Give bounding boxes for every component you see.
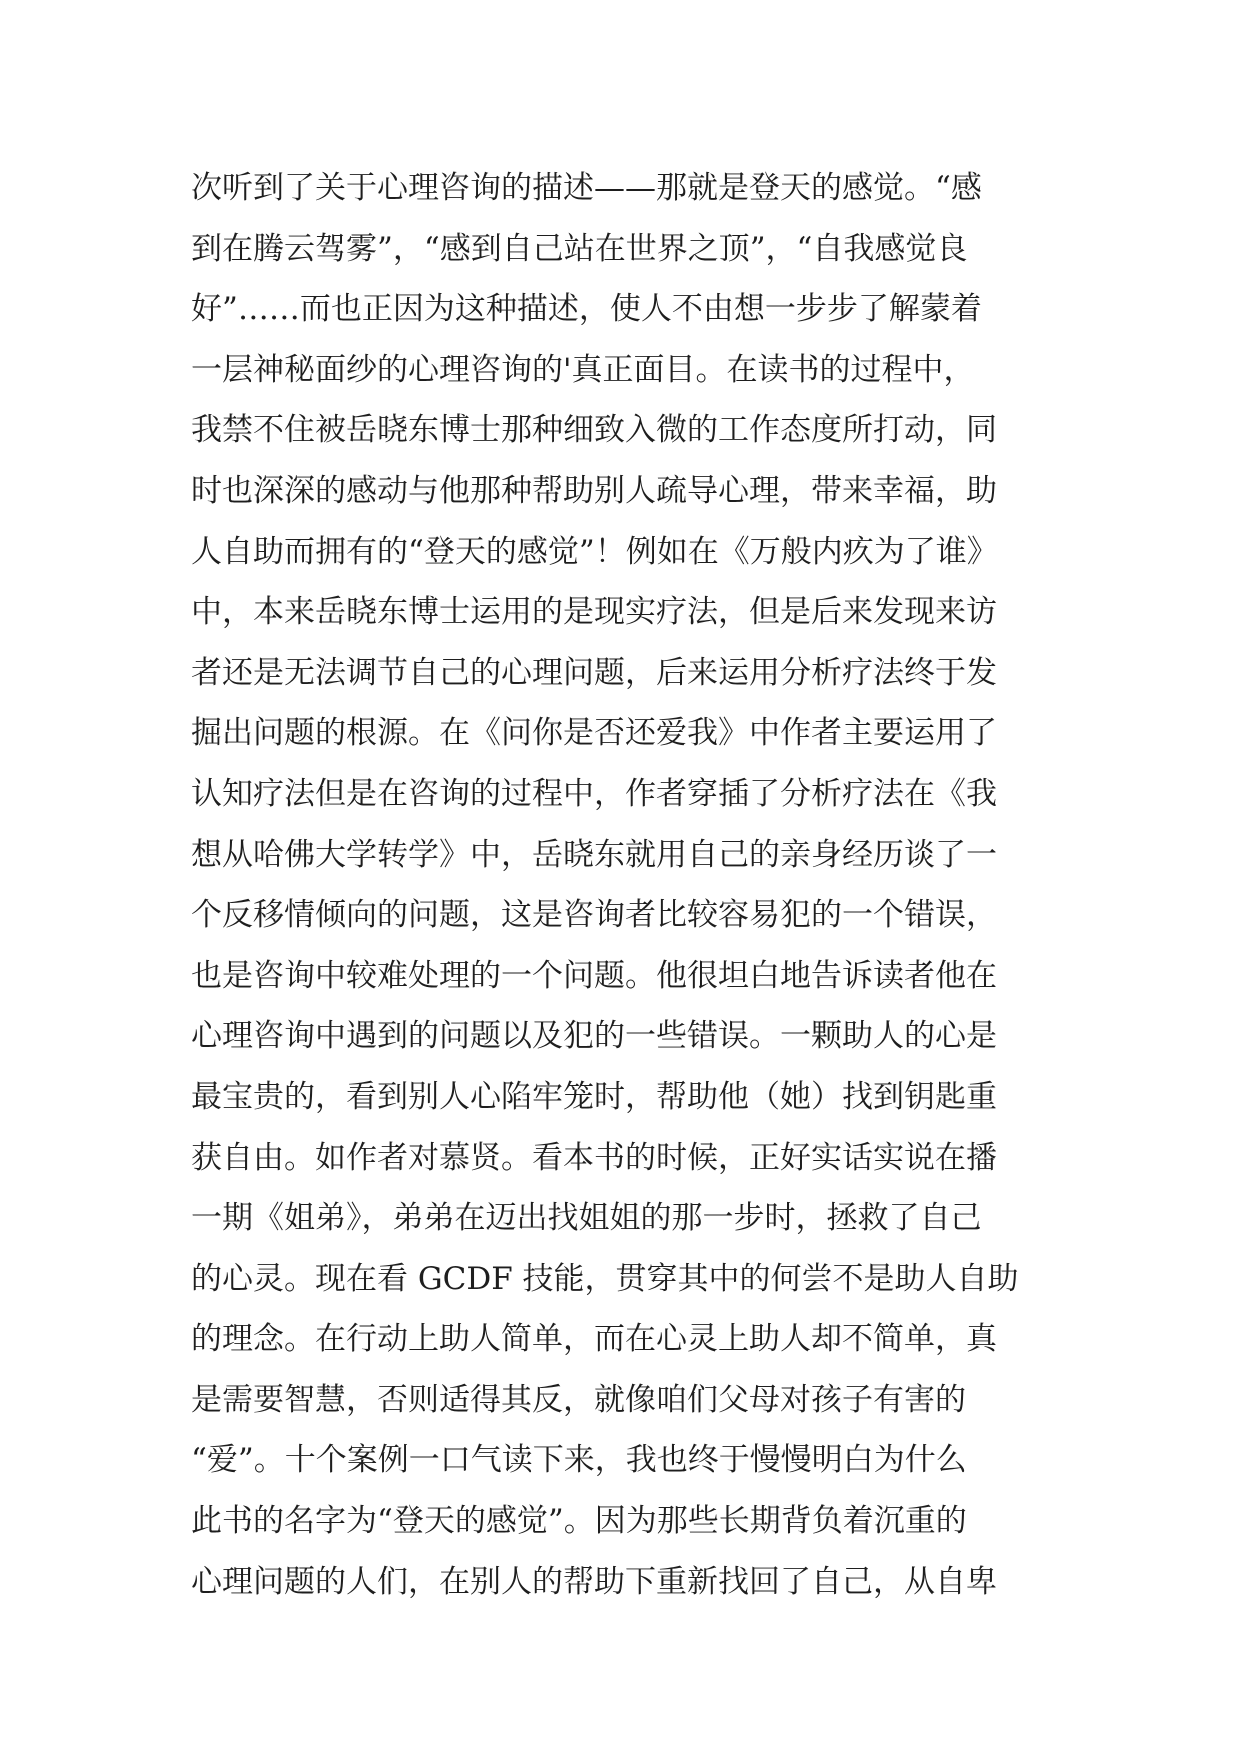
body-text xyxy=(191,158,1061,1612)
text-line: 的理念。在行动上助人简单，而在心灵上助人却不简单，真 xyxy=(191,1321,997,1358)
text-line: 次听到了关于心理咨询的描述——那就是登天的感觉。“感 xyxy=(191,170,982,206)
text-line: 也是咨询中较难处理的一个问题。他很坦白地告诉读者他在 xyxy=(191,957,997,994)
text-line: 最宝贵的，看到别人心陷牢笼时，帮助他（她）找到钥匙重 xyxy=(191,1078,997,1115)
text-line: 好”……而也正因为这种描述，使人不由想一步步了解蒙着 xyxy=(191,291,982,328)
text-line: 人自助而拥有的“登天的感觉”！例如在《万般内疚为了谁》 xyxy=(191,533,998,570)
text-line: 认知疗法但是在咨询的过程中，作者穿插了分析疗法在《我 xyxy=(191,775,997,812)
text-line: “爱”。十个案例一口气读下来，我也终于慢慢明白为什么 xyxy=(191,1442,967,1479)
text-line: 是需要智慧，否则适得其反，就像咱们父母对孩子有害的 xyxy=(191,1381,966,1418)
text-line: 个反移情倾向的问题，这是咨询者比较容易犯的一个错误， xyxy=(191,897,997,934)
text-line: 心理问题的人们，在别人的帮助下重新找回了自己，从自卑 xyxy=(191,1563,997,1600)
text-line: 我禁不住被岳晓东博士那种细致入微的工作态度所打动，同 xyxy=(191,412,997,449)
text-line: 时也深深的感动与他那种帮助别人疏导心理，带来幸福，助 xyxy=(191,472,997,509)
text-line: 一期《姐弟》，弟弟在迈出找姐姐的那一步时，拯救了自己 xyxy=(191,1200,982,1237)
text-line: 中，本来岳晓东博士运用的是现实疗法，但是后来发现来访 xyxy=(191,594,997,631)
text-line: 心理咨询中遇到的问题以及犯的一些错误。一颗助人的心是 xyxy=(191,1018,997,1055)
text-line: 此书的名字为“登天的感觉”。因为那些长期背负着沉重的 xyxy=(191,1503,967,1540)
text-line: 的心灵。现在看 GCDF 技能，贯穿其中的何尝不是助人自助 xyxy=(191,1260,1019,1297)
text-line: 想从哈佛大学转学》中，岳晓东就用自己的亲身经历谈了一 xyxy=(191,836,997,873)
text-line: 者还是无法调节自己的心理问题，后来运用分析疗法终于发 xyxy=(191,654,997,691)
text-line: 到在腾云驾雾”，“感到自己站在世界之顶”，“自我感觉良 xyxy=(191,230,968,267)
text-line: 获自由。如作者对慕贤。看本书的时候，正好实话实说在播 xyxy=(191,1139,997,1176)
text-line: 一层神秘面纱的心理咨询的'真正面目。在读书的过程中， xyxy=(191,351,975,388)
text-line: 掘出问题的根源。在《问你是否还爱我》中作者主要运用了 xyxy=(191,715,997,752)
